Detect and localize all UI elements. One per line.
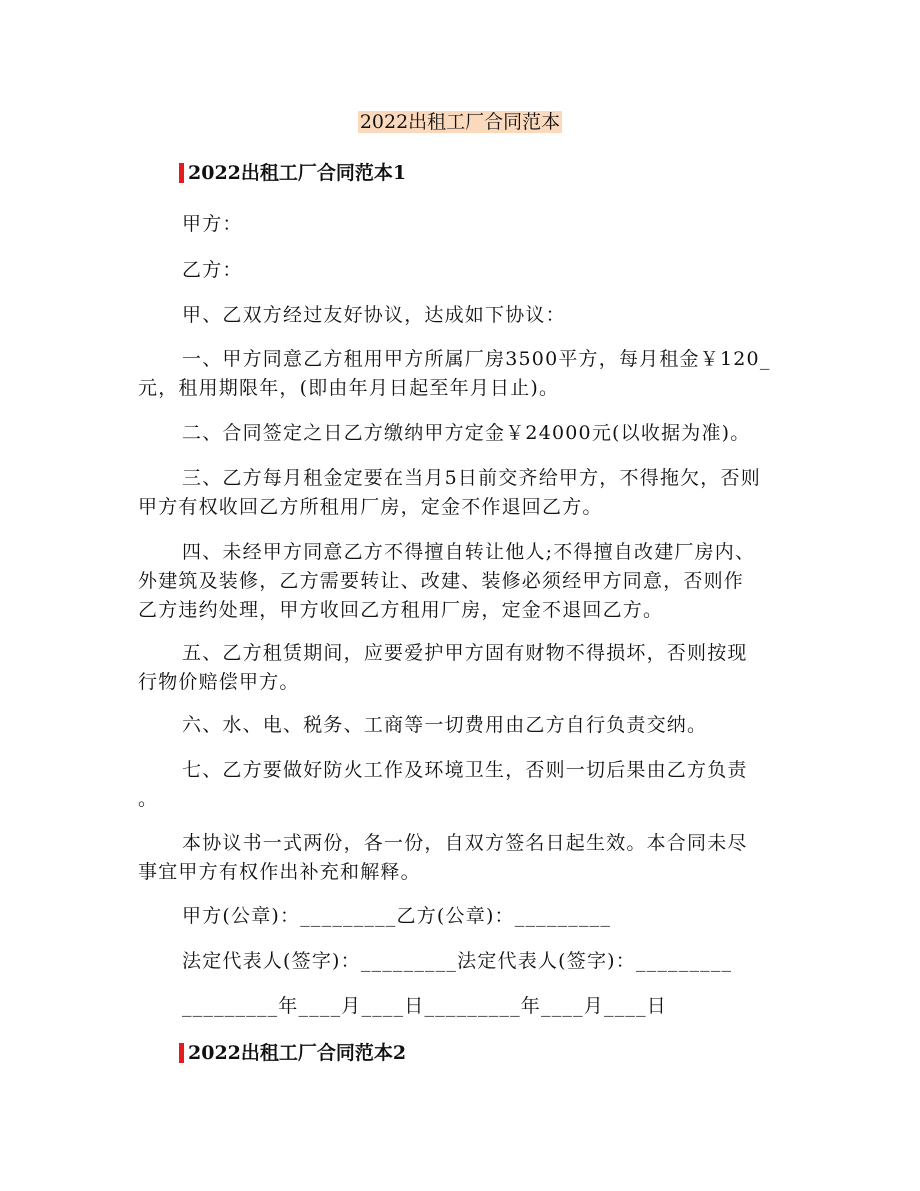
section-heading-2 — [179, 1040, 406, 1066]
clause-6: 六、水、电、税务、工商等一切费用由乙方自行负责交纳。 — [182, 714, 708, 736]
intro-paragraph: 甲、乙双方经过友好协议，达成如下协议： — [182, 304, 566, 326]
closing-line-1: 本协议书一式两份，各一份，自双方签名日起生效。本合同未尽 — [182, 832, 748, 854]
document-title-text: 2022出租工厂合同范本 — [359, 111, 561, 133]
clause-5-line-1: 五、乙方租赁期间，应要爱护甲方固有财物不得损坏，否则按现 — [182, 642, 748, 664]
party-b-label: 乙方： — [182, 259, 243, 281]
section-heading-2-text: 2022出租工厂合同范本2 — [188, 1042, 407, 1064]
party-a-label: 甲方： — [182, 213, 243, 235]
clause-1-line-2: 元，租用期限年，(即由年月日起至年月日止)。 — [138, 377, 560, 399]
document-title — [0, 107, 920, 137]
clause-3-line-1: 三、乙方每月租金定要在当月5日前交齐给甲方，不得拖欠，否则 — [182, 467, 761, 489]
date-line: _________年____月____日_________年____月____日 — [182, 995, 668, 1017]
heading-marker — [179, 163, 184, 183]
clause-2: 二、合同签定之日乙方缴纳甲方定金￥24000元(以收据为准)。 — [182, 422, 751, 444]
clause-5-line-2: 行物价赔偿甲方。 — [138, 671, 300, 693]
representative-signature-line: 法定代表人(签字)：_________法定代表人(签字)：_________ — [182, 950, 733, 972]
clause-7-line-1: 七、乙方要做好防火工作及环境卫生，否则一切后果由乙方负责 — [182, 759, 748, 781]
clause-3-line-2: 甲方有权收回乙方所租用厂房，定金不作退回乙方。 — [138, 496, 603, 518]
section-heading-1-text: 2022出租工厂合同范本1 — [188, 162, 407, 184]
clause-4-line-2: 外建筑及装修，乙方需要转让、改建、装修必须经甲方同意，否则作 — [138, 570, 745, 592]
section-heading-1 — [179, 160, 406, 186]
heading-marker — [179, 1043, 184, 1063]
closing-line-2: 事宜甲方有权作出补充和解释。 — [138, 861, 421, 883]
clause-4-line-3: 乙方违约处理，甲方收回乙方租用厂房，定金不退回乙方。 — [138, 599, 664, 621]
clause-7-line-2: 。 — [138, 788, 159, 810]
clause-4-line-1: 四、未经甲方同意乙方不得擅自转让他人;不得擅自改建厂房内、 — [182, 541, 756, 563]
clause-1-line-1: 一、甲方同意乙方租用甲方所属厂房3500平方，每月租金￥120_ — [182, 348, 771, 370]
seal-signature-line: 甲方(公章)：_________乙方(公章)：_________ — [182, 905, 612, 927]
